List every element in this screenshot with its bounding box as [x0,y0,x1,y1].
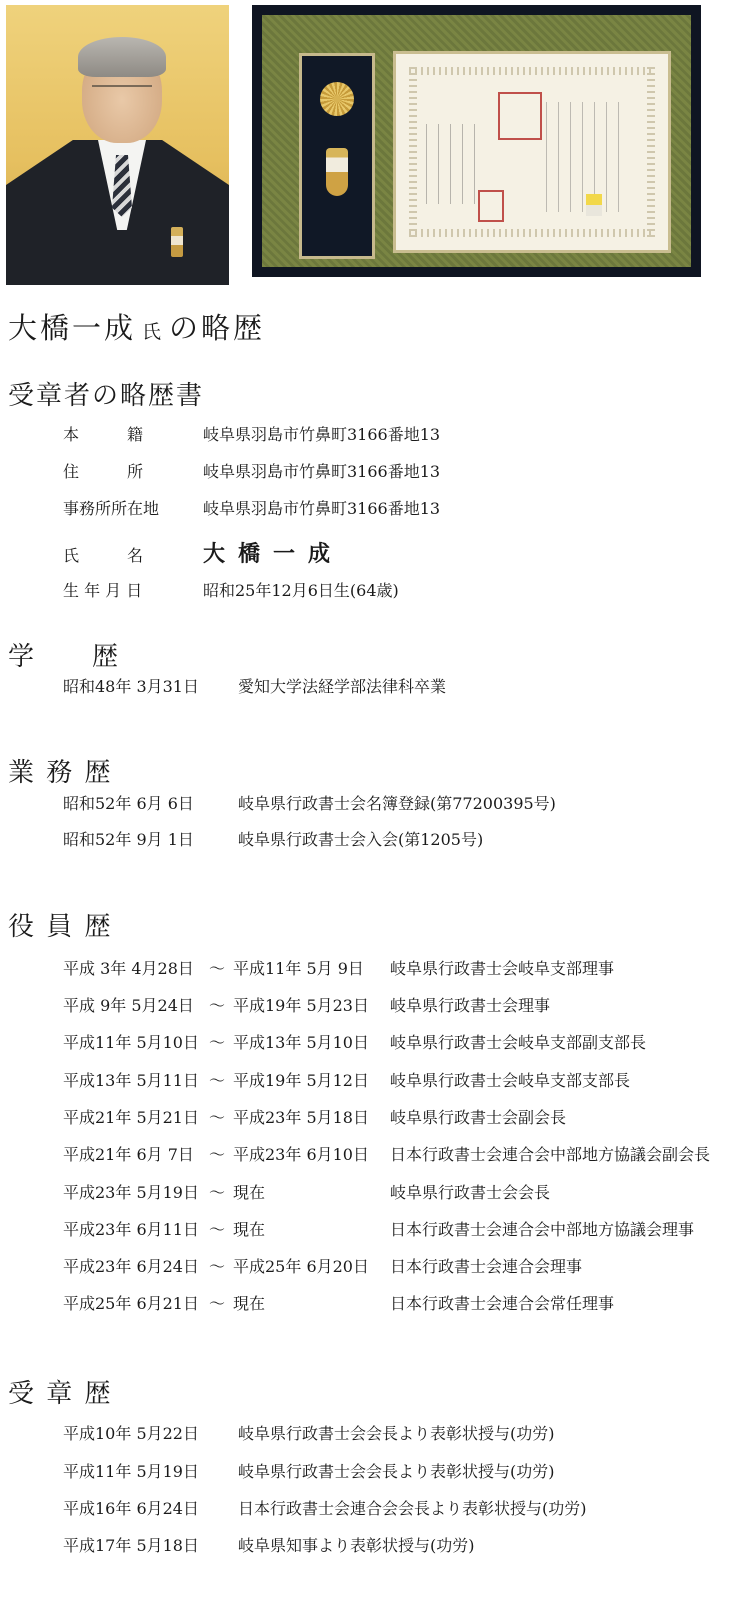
officer-item [63,1030,723,1054]
title-honorific: 氏 [142,321,162,343]
framed-medal-certificate-photo [252,5,701,277]
range-tilde: ～ [209,1183,226,1202]
medal-pin-icon [171,227,183,257]
range-tilde: ～ [209,1108,226,1127]
award-item [63,1533,663,1557]
officer-item [63,1105,723,1129]
range-tilde: ～ [209,1145,226,1164]
profile-heading: 受章者の略歴書 [8,381,205,411]
field-value: 岐阜県羽島市竹鼻町3166番地13 [203,462,441,481]
item-end-date: 平成23年 5月18日 [233,1108,369,1127]
page-title [8,306,265,347]
profile-row-birthdate [63,578,523,602]
range-tilde: ～ [209,1071,226,1090]
red-seal-icon [498,92,542,140]
education-heading: 学 歴 [8,642,121,672]
field-value: 大橋一成 [203,541,344,567]
item-text: 岐阜県行政書士会会長より表彰状授与(功労) [238,1424,555,1443]
item-start-date: 平成23年 5月19日 [63,1183,199,1202]
item-text: 日本行政書士会連合会常任理事 [390,1294,615,1313]
item-end-date: 平成19年 5月12日 [233,1071,369,1090]
award-item [63,1421,663,1445]
range-tilde: ～ [209,959,226,978]
officer-item [63,956,723,980]
item-end-date: 平成25年 6月20日 [233,1257,369,1276]
profile-row-domicile [63,422,523,446]
item-text: 岐阜県行政書士会副会長 [390,1108,567,1127]
field-label: 本 籍 [63,425,144,444]
range-tilde: ～ [209,1257,226,1276]
item-text: 岐阜県知事より表彰状授与(功労) [238,1536,475,1555]
item-start-date: 平成13年 5月11日 [63,1071,199,1090]
item-text: 日本行政書士会連合会会長より表彰状授与(功労) [238,1499,587,1518]
item-start-date: 平成 9年 5月24日 [63,996,194,1015]
item-start-date: 平成21年 5月21日 [63,1108,199,1127]
field-value: 岐阜県羽島市竹鼻町3166番地13 [203,499,441,518]
officer-item [63,1068,723,1092]
item-date: 平成10年 5月22日 [63,1424,199,1443]
officer-item [63,1291,723,1315]
item-date: 平成16年 6月24日 [63,1499,199,1518]
award-item [63,1496,663,1520]
item-start-date: 平成25年 6月21日 [63,1294,199,1313]
item-end-date: 平成13年 5月10日 [233,1033,369,1052]
range-tilde: ～ [209,1220,226,1239]
certificate-image [393,51,671,253]
item-text: 愛知大学法経学部法律科卒業 [238,677,447,696]
medal-display [299,53,375,259]
item-text: 岐阜県行政書士会岐阜支部支部長 [390,1071,631,1090]
officer-item [63,1180,723,1204]
officer-item [63,993,723,1017]
range-tilde: ～ [209,996,226,1015]
item-text: 日本行政書士会連合会中部地方協議会理事 [390,1220,695,1239]
item-date: 昭和52年 6月 6日 [63,794,194,813]
item-date: 平成17年 5月18日 [63,1536,199,1555]
medal-icon [326,148,348,196]
item-start-date: 平成11年 5月10日 [63,1033,199,1052]
item-text: 岐阜県行政書士会名簿登録(第77200395号) [238,794,556,813]
officer-item [63,1142,723,1166]
career-item [63,827,663,851]
title-suffix: の略歴 [169,311,266,345]
portrait-photo [6,5,229,285]
item-text: 岐阜県行政書士会岐阜支部理事 [390,959,615,978]
title-name: 大橋一成 [8,311,137,345]
item-end-date: 平成11年 5月 9日 [233,959,364,978]
item-end-date: 平成23年 6月10日 [233,1145,369,1164]
officer-item [63,1217,723,1241]
field-label: 氏 名 [63,546,144,565]
item-start-date: 平成23年 6月11日 [63,1220,199,1239]
range-tilde: ～ [209,1294,226,1313]
chrysanthemum-medal-icon [320,82,354,116]
officer-heading: 役 員 歴 [8,912,113,942]
item-start-date: 平成 3年 4月28日 [63,959,194,978]
item-date: 昭和52年 9月 1日 [63,830,194,849]
item-text: 岐阜県行政書士会理事 [390,996,551,1015]
officer-item [63,1254,723,1278]
item-end-date: 平成19年 5月23日 [233,996,369,1015]
item-text: 日本行政書士会連合会理事 [390,1257,583,1276]
item-text: 岐阜県行政書士会会長 [390,1183,551,1202]
profile-row-name [63,540,523,568]
item-date: 平成11年 5月19日 [63,1462,199,1481]
field-label: 住 所 [63,462,144,481]
item-text: 日本行政書士会連合会中部地方協議会副会長 [390,1145,711,1164]
field-label: 生 年 月 日 [63,581,143,600]
range-tilde: ～ [209,1033,226,1052]
item-start-date: 平成21年 6月 7日 [63,1145,194,1164]
item-text: 岐阜県行政書士会入会(第1205号) [238,830,484,849]
field-value: 岐阜県羽島市竹鼻町3166番地13 [203,425,441,444]
profile-row-office [63,496,523,520]
career-item [63,791,663,815]
career-heading: 業 務 歴 [8,758,113,788]
item-end-date: 現在 [233,1220,266,1239]
profile-row-address [63,459,523,483]
item-text: 岐阜県行政書士会会長より表彰状授与(功労) [238,1462,555,1481]
item-date: 昭和48年 3月31日 [63,677,199,696]
item-end-date: 現在 [233,1294,266,1313]
field-value: 昭和25年12月6日生(64歳) [203,581,399,600]
education-item [63,674,663,698]
field-label: 事務所所在地 [63,499,160,518]
item-text: 岐阜県行政書士会岐阜支部副支部長 [390,1033,647,1052]
ribbon-icon [586,194,602,216]
item-start-date: 平成23年 6月24日 [63,1257,199,1276]
award-item [63,1459,663,1483]
awards-heading: 受 章 歴 [8,1379,113,1409]
item-end-date: 現在 [233,1183,266,1202]
